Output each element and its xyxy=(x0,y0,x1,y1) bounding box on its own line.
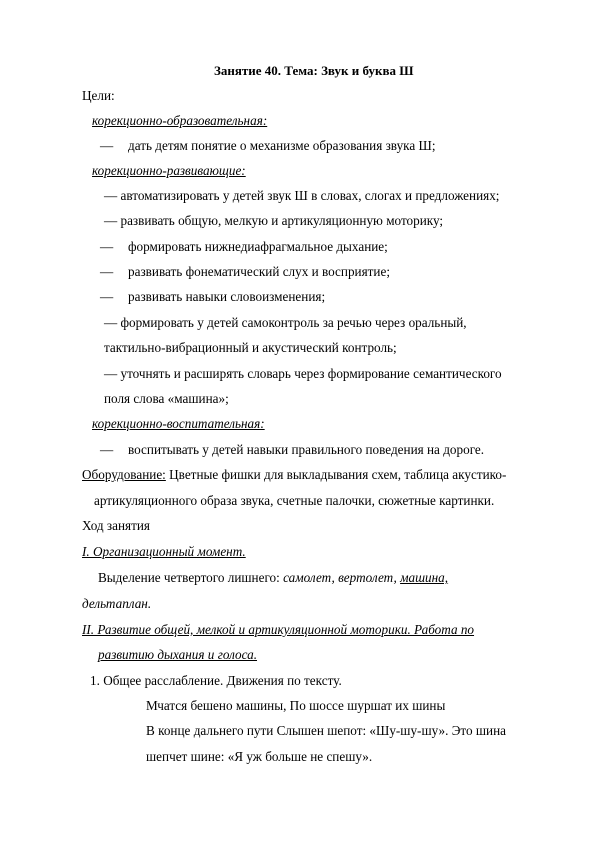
lesson-title: Занятие 40. Тема: Звук и буква Ш xyxy=(214,63,414,78)
poem-line: Мчатся бешено машины, По шоссе шуршат их шины xyxy=(146,698,446,713)
stage2-title-continuation: развитию дыхания и голоса. xyxy=(98,647,258,662)
equipment-continuation: артикуляционного образа звука, счетные палочки, сюжетные картинки. xyxy=(94,493,495,508)
list-item: — развивать навыки словоизменения; xyxy=(100,289,326,304)
goals-label: Цели: xyxy=(82,88,115,103)
stage2-title: II. Развитие общей, мелкой и артикуляционной моторики. Работа по xyxy=(82,622,475,637)
stage1-title: I. Организационный момент. xyxy=(82,544,246,559)
poem-line: шепчет шине: «Я уж больше не спешу». xyxy=(146,749,373,764)
list-item: — формировать у детей самоконтроль за речью через оральный, xyxy=(104,315,467,330)
list-item: — автоматизировать у детей звук Ш в словах, слогах и предложениях; xyxy=(104,188,500,203)
section-upbringing: корекционно-воспитательная: xyxy=(92,416,265,431)
list-item: — развивать фонематический слух и восприятие; xyxy=(100,264,390,279)
list-item-continuation: тактильно-вибрационный и акустический контроль; xyxy=(104,340,397,355)
list-item: — развивать общую, мелкую и артикуляционную моторику; xyxy=(104,213,444,228)
stage1-text-continuation: дельтаплан. xyxy=(82,596,152,611)
section-educational: корекционно-образовательная: xyxy=(92,113,268,128)
stage1-text: Выделение четвертого лишнего: самолет, вертолет, машина, xyxy=(98,570,449,585)
list-item: — формировать нижнедиафрагмальное дыхание; xyxy=(100,239,388,254)
exercise-heading: 1. Общее расслабление. Движения по тексту. xyxy=(90,673,342,688)
list-item: — дать детям понятие о механизме образования звука Ш; xyxy=(100,138,436,153)
list-item-continuation: поля слова «машина»; xyxy=(104,391,229,406)
equipment-line: Оборудование: Цветные фишки для выкладывания схем, таблица акустико- xyxy=(82,467,507,482)
course-heading: Ход занятия xyxy=(82,518,150,533)
dash: — xyxy=(100,138,114,153)
list-item: — уточнять и расширять словарь через формирование семантического xyxy=(104,366,502,381)
section-developmental: корекционно-развивающие: xyxy=(92,163,246,178)
poem-line: В конце дальнего пути Слышен шепот: «Шу-шу-шу». Это шина xyxy=(146,723,507,738)
list-item: — воспитывать у детей навыки правильного поведения на дороге. xyxy=(100,442,485,457)
equipment-label: Оборудование: xyxy=(82,467,166,482)
